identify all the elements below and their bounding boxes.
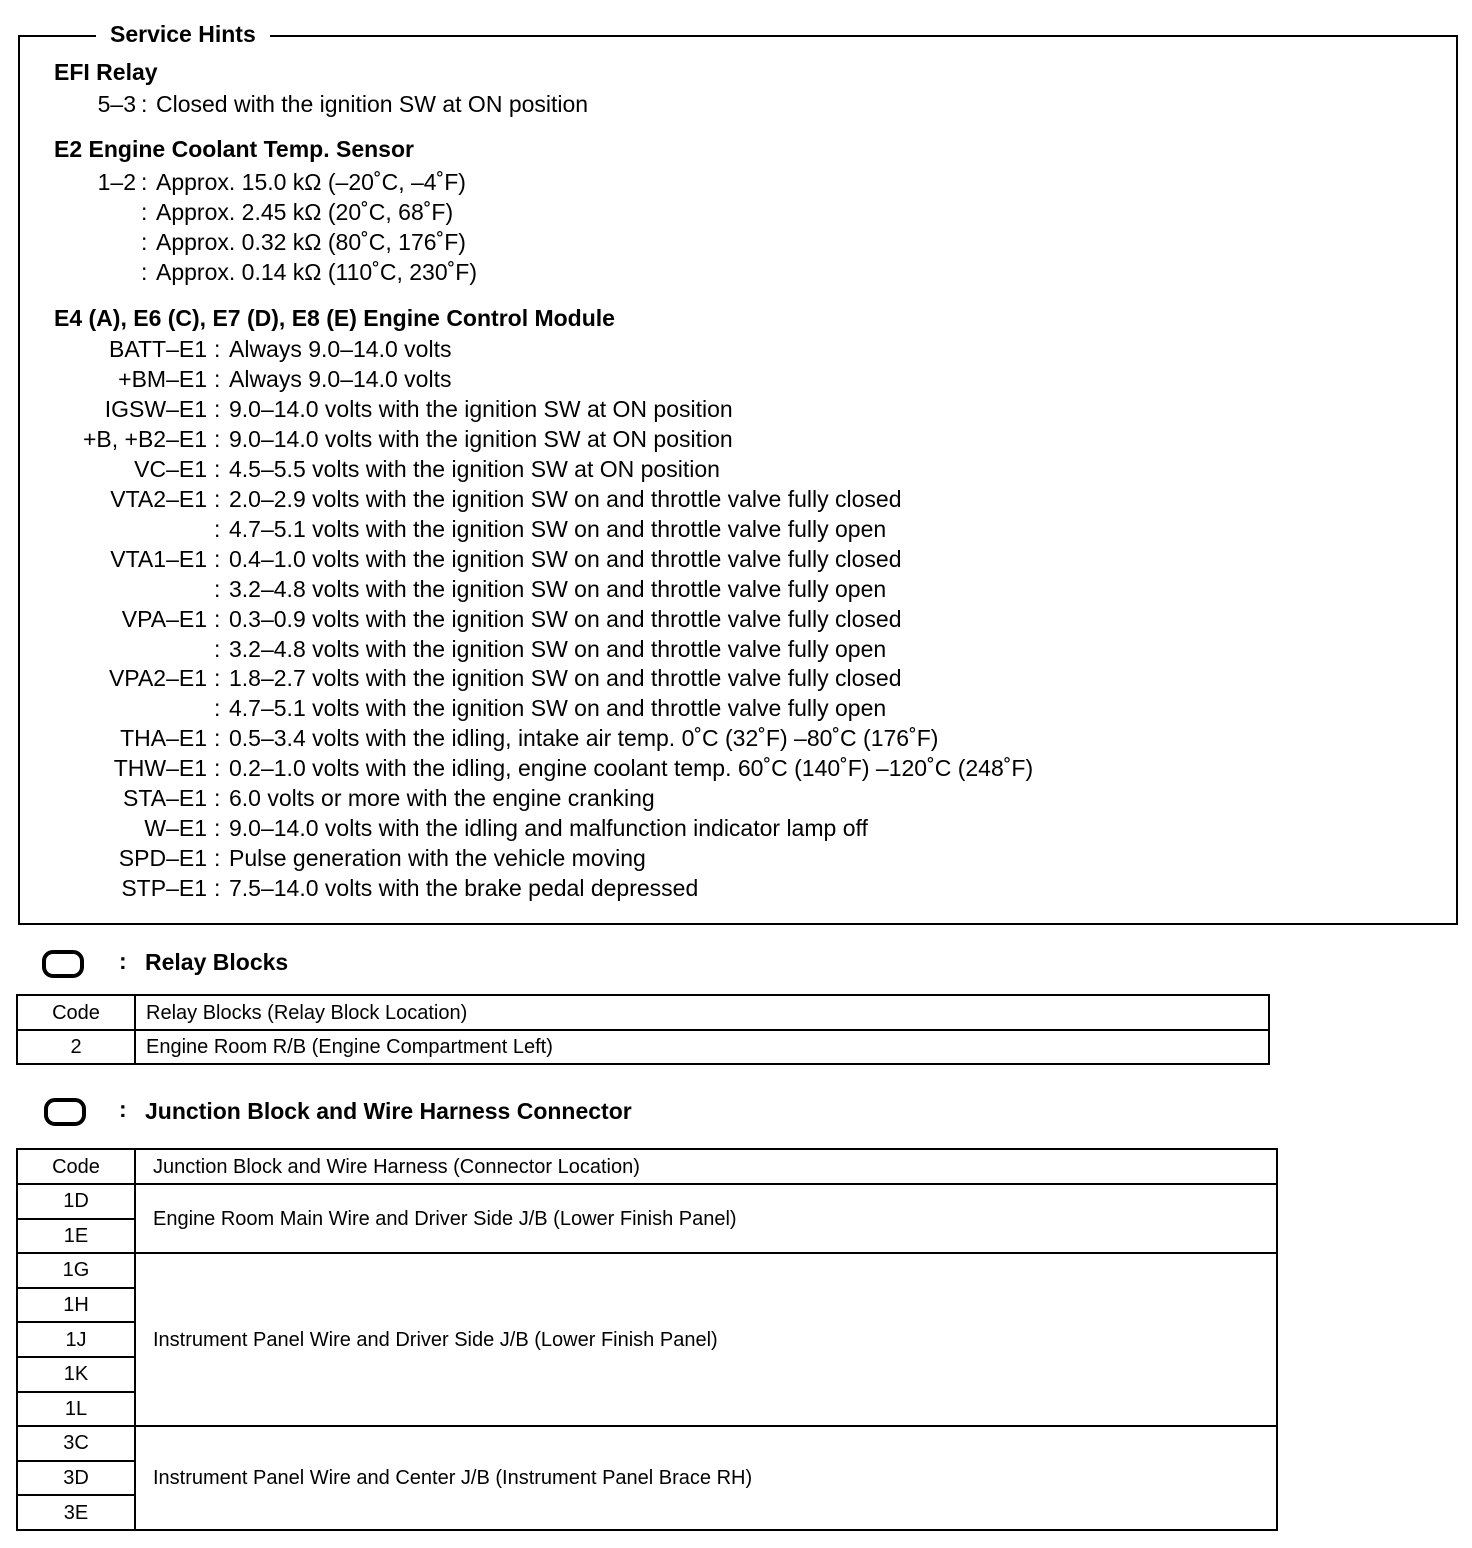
- hint-colon: :: [214, 665, 221, 692]
- row-code: 1L: [17, 1392, 135, 1427]
- table-row: [17, 1030, 1269, 1064]
- hint-terminal-label: VTA2–E1: [110, 485, 207, 512]
- hint-terminal-label: BATT–E1: [109, 336, 207, 362]
- hint-value: 0.2–1.0 volts with the idling, engine coolant temp. 60˚C (140˚F) –120˚C (248˚F): [229, 755, 1034, 782]
- junction-blocks-title: Junction Block and Wire Harness Connector: [145, 1098, 632, 1124]
- hint-value: 6.0 volts or more with the engine cranking: [229, 785, 655, 812]
- hint-colon: :: [214, 635, 221, 662]
- hint-value: Approx. 0.14 kΩ (110˚C, 230˚F): [156, 258, 478, 285]
- row-description: Engine Room Main Wire and Driver Side J/B (Lower Finish Panel): [135, 1184, 1277, 1253]
- hint-terminal-label: W–E1: [144, 815, 207, 842]
- row-description: Engine Room R/B (Engine Compartment Left): [135, 1030, 1269, 1064]
- hint-value: 0.3–0.9 volts with the ignition SW on and throttle valve fully closed: [229, 605, 902, 632]
- hint-colon: :: [214, 455, 221, 482]
- hint-colon: :: [214, 815, 221, 842]
- row-code: 1K: [17, 1357, 135, 1392]
- row-description: Instrument Panel Wire and Center J/B (Instrument Panel Brace RH): [135, 1426, 1277, 1530]
- header-description: Relay Blocks (Relay Block Location): [135, 995, 1269, 1030]
- hint-terminal-label: +B, +B2–E1: [82, 425, 207, 452]
- junction-block-icon: [44, 1098, 86, 1126]
- hint-terminal-label: VC–E1: [134, 455, 207, 482]
- row-code: 3E: [17, 1495, 135, 1530]
- hint-value: 7.5–14.0 volts with the brake pedal depressed: [229, 875, 699, 902]
- hint-terminal-label: VPA2–E1: [108, 665, 207, 692]
- hint-colon: :: [214, 515, 221, 542]
- hint-colon: :: [214, 785, 221, 812]
- hint-value: 3.2–4.8 volts with the ignition SW on and throttle valve fully open: [229, 575, 887, 602]
- hint-value: 2.0–2.9 volts with the ignition SW on and throttle valve fully closed: [229, 485, 902, 512]
- row-code: 1J: [17, 1322, 135, 1357]
- hint-value: 4.5–5.5 volts with the ignition SW at ON position: [229, 455, 720, 482]
- row-code: 1D: [17, 1184, 135, 1219]
- hint-value: 3.2–4.8 volts with the ignition SW on and throttle valve fully open: [229, 635, 887, 662]
- header-description: Junction Block and Wire Harness (Connector Location): [135, 1149, 1277, 1184]
- hint-terminal-label: STP–E1: [121, 875, 207, 902]
- hint-colon: :: [214, 725, 221, 752]
- hint-colon: :: [214, 845, 221, 872]
- table-header-row: [17, 1149, 1277, 1184]
- hint-colon: :: [141, 91, 148, 117]
- hint-value: 9.0–14.0 volts with the idling and malfunction indicator lamp off: [229, 815, 868, 842]
- hint-colon: :: [141, 258, 148, 285]
- hint-terminal-label: 1–2: [97, 169, 136, 195]
- relay-block-icon: [42, 950, 84, 978]
- table-row: [17, 1426, 1277, 1461]
- hint-colon: :: [214, 545, 221, 572]
- hint-terminal-label: VPA–E1: [121, 605, 207, 632]
- hint-colon: :: [214, 605, 221, 632]
- row-code: 1E: [17, 1219, 135, 1254]
- row-code: 1G: [17, 1253, 135, 1288]
- relay-blocks-title: Relay Blocks: [145, 949, 289, 975]
- table-row: [17, 1253, 1277, 1288]
- table-row: [17, 1184, 1277, 1219]
- hint-terminal-label: VTA1–E1: [110, 545, 207, 572]
- hint-colon: :: [141, 198, 148, 225]
- relay-blocks-table: [16, 994, 1270, 1065]
- row-code: 3C: [17, 1426, 135, 1461]
- section-title: E4 (A), E6 (C), E7 (D), E8 (E) Engine Control Module: [54, 305, 615, 331]
- hint-value: 9.0–14.0 volts with the ignition SW at ON position: [229, 425, 733, 452]
- service-hints-title: Service Hints: [96, 20, 270, 48]
- row-code: 3D: [17, 1461, 135, 1496]
- row-code: 1H: [17, 1288, 135, 1323]
- hint-terminal-label: +BM–E1: [118, 365, 207, 392]
- header-code: Code: [17, 1149, 135, 1184]
- hint-colon: :: [214, 575, 221, 602]
- legend-colon: :: [119, 948, 127, 974]
- section-title: E2 Engine Coolant Temp. Sensor: [54, 136, 414, 162]
- hint-value: Always 9.0–14.0 volts: [229, 336, 452, 362]
- row-code: 2: [17, 1030, 135, 1064]
- hint-colon: :: [214, 365, 221, 392]
- hint-terminal-label: 5–3: [97, 91, 136, 117]
- hint-value: 9.0–14.0 volts with the ignition SW at ON position: [229, 395, 733, 422]
- table-header-row: [17, 995, 1269, 1030]
- hint-value: Approx. 0.32 kΩ (80˚C, 176˚F): [156, 228, 466, 255]
- hint-value: Approx. 15.0 kΩ (–20˚C, –4˚F): [156, 169, 466, 195]
- hint-value: 4.7–5.1 volts with the ignition SW on and throttle valve fully open: [229, 515, 887, 542]
- legend-colon: :: [119, 1096, 127, 1122]
- hint-terminal-label: THA–E1: [120, 725, 207, 752]
- hint-value: Pulse generation with the vehicle moving: [229, 845, 646, 872]
- hint-terminal-label: STA–E1: [123, 785, 207, 812]
- hint-colon: :: [214, 755, 221, 782]
- hint-terminal-label: THW–E1: [113, 755, 207, 782]
- hint-colon: :: [214, 395, 221, 422]
- hint-colon: :: [214, 336, 221, 362]
- hint-colon: :: [214, 485, 221, 512]
- hint-value: Always 9.0–14.0 volts: [229, 365, 452, 392]
- header-code: Code: [17, 995, 135, 1030]
- hint-colon: :: [141, 228, 148, 255]
- hint-colon: :: [214, 695, 221, 722]
- hint-value: 1.8–2.7 volts with the ignition SW on and throttle valve fully closed: [229, 665, 902, 692]
- hint-value: 4.7–5.1 volts with the ignition SW on and throttle valve fully open: [229, 695, 887, 722]
- section-title-efi-relay: EFI Relay: [54, 59, 158, 85]
- junction-blocks-table: [16, 1148, 1278, 1531]
- hint-value: 0.5–3.4 volts with the idling, intake air temp. 0˚C (32˚F) –80˚C (176˚F): [229, 725, 939, 752]
- hint-value: Closed with the ignition SW at ON position: [156, 91, 589, 117]
- hint-colon: :: [214, 875, 221, 902]
- hint-terminal-label: IGSW–E1: [104, 395, 207, 422]
- hint-colon: :: [141, 169, 148, 195]
- hint-value: 0.4–1.0 volts with the ignition SW on and throttle valve fully closed: [229, 545, 902, 572]
- row-description: Instrument Panel Wire and Driver Side J/B (Lower Finish Panel): [135, 1253, 1277, 1426]
- hint-value: Approx. 2.45 kΩ (20˚C, 68˚F): [156, 198, 454, 225]
- hint-colon: :: [214, 425, 221, 452]
- hint-terminal-label: SPD–E1: [118, 845, 207, 872]
